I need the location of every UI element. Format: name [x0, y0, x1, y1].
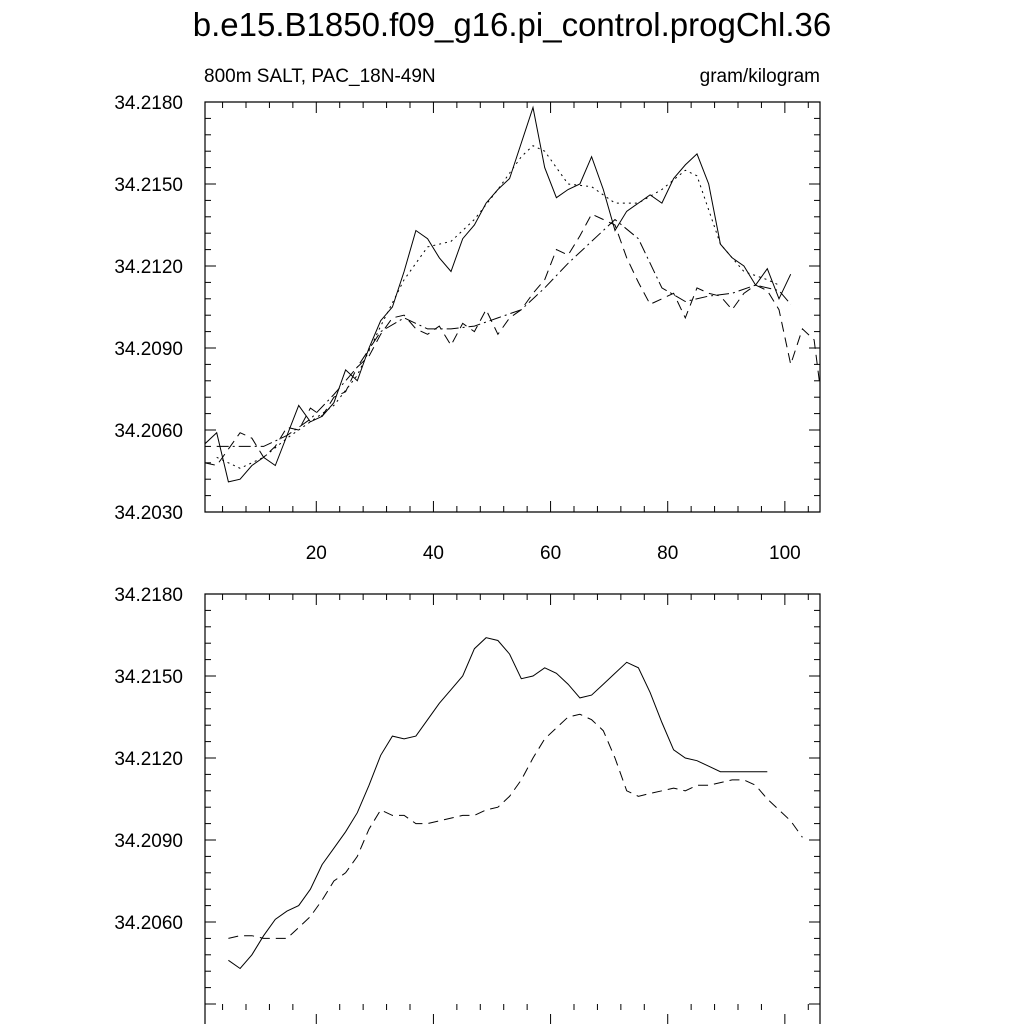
top-series-smoothed-dash-dot — [217, 220, 791, 447]
top-series-smoothed-dotted — [217, 146, 779, 469]
bottom-panel — [114, 585, 820, 1024]
bottom-ytick-label: 34.2180 — [114, 585, 183, 606]
top-xtick-label: 40 — [422, 543, 444, 564]
top-ytick-label: 34.2090 — [114, 339, 183, 360]
top-plot-frame — [205, 102, 820, 512]
top-series-annual-dashed — [205, 214, 820, 465]
bottom-series-smoothed-dashed — [228, 714, 802, 938]
top-ytick-label: 34.2120 — [114, 257, 183, 278]
bottom-ytick-label: 34.2060 — [114, 913, 183, 934]
top-xtick-label: 100 — [769, 543, 801, 564]
chart-title: b.e15.B1850.f09_g16.pi_control.progChl.36 — [192, 6, 832, 43]
bottom-plot-frame — [205, 594, 820, 1024]
top-xtick-label: 20 — [305, 543, 327, 564]
bottom-ytick-label: 34.2090 — [114, 831, 183, 852]
top-xtick-label: 60 — [540, 543, 562, 564]
top-ytick-label: 34.2150 — [114, 175, 183, 196]
bottom-ytick-label: 34.2150 — [114, 667, 183, 688]
top-ytick-label: 34.2060 — [114, 421, 183, 442]
top-panel — [114, 93, 820, 564]
chart-subtitle-left: 800m SALT, PAC_18N-49N — [204, 66, 436, 87]
bottom-ytick-label: 34.2120 — [114, 749, 183, 770]
top-ytick-label: 34.2030 — [114, 503, 183, 524]
top-xtick-label: 80 — [657, 543, 679, 564]
chart-subtitle-right: gram/kilogram — [699, 66, 820, 87]
top-ytick-label: 34.2180 — [114, 93, 183, 114]
bottom-series-smoothed-solid — [228, 638, 767, 969]
top-series-annual-solid — [205, 108, 791, 482]
